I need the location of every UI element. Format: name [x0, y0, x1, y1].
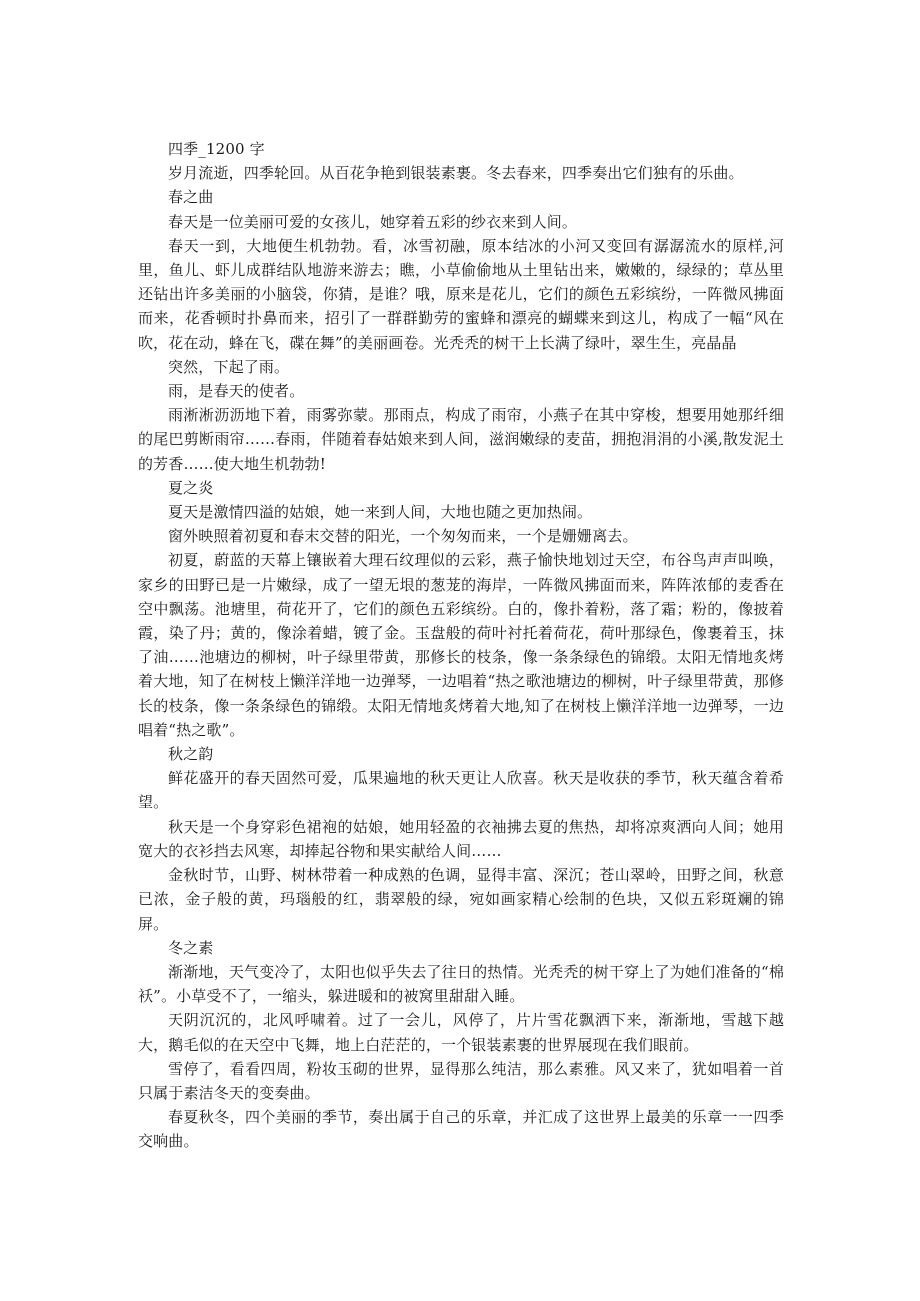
paragraph: 春天是一位美丽可爱的女孩儿，她穿着五彩的纱衣来到人间。 — [168, 212, 578, 231]
paragraph: 初夏，蔚蓝的天幕上镶嵌着大理石纹理似的云彩，燕子愉快地划过天空，布谷鸟声声叫唤，家乡的田野已是一片嫩绿，成了一望无垠的葱茏的海岸，一阵微风拂面而来，阵阵浓郁的麦香在空中飘荡。池塘里，荷花开了，它们的颜色五彩缤纷。白的，像扑着粉，落了霜；粉的，像披着霞，染了丹；黄的，像涂着蜡，镀了金。玉盘般的荷叶衬托着荷花，荷叶那绿色，像裹着玉，抹了油……池塘边的柳树，叶子绿里带黄，那修长的枝条，像一条条绿色的锦缎。太阳无情地炙烤着大地，知了在树枝上懒洋洋地一边弹琴，一边唱着“热之歌池塘边的柳树，叶子绿里带黄，那修长的枝条，像一条条绿色的锦缎。太阳无情地炙烤着大地,知了在树枝上懒洋洋地一边弹琴，一边唱着“热之歌”。 — [138, 551, 784, 739]
section-heading-autumn: 秋之韵 — [168, 745, 214, 764]
paragraph: 天阴沉沉的，北风呼啸着。过了一会儿，风停了，片片雪花飘洒下来，渐渐地，雪越下越大，鹅毛似的在天空中飞舞，地上白茫茫的，一个银装素裹的世界展现在我们眼前。 — [138, 1011, 784, 1054]
paragraph: 春天一到，大地便生机勃勃。看，冰雪初融，原本结冰的小河又变回有潺潺流水的原样,河里，鱼儿、虾儿成群结队地游来游去；瞧，小草偷偷地从土里钻出来，嫩嫩的，绿绿的；草丛里还钻出许多美丽的小脑袋，你猜，是谁？哦，原来是花儿，它们的颜色五彩缤纷，一阵微风拂面而来，花香顿时扑鼻而来，招引了一群群勤劳的蜜蜂和漂亮的蝴蝶来到这儿，构成了一幅“风在吹，花在动，蜂在飞，碟在舞”的美丽画卷。光秃秃的树干上长满了绿叶，翠生生，亮晶晶 — [138, 236, 784, 352]
paragraph: 鲜花盛开的春天固然可爱，瓜果遍地的秋天更让人欣喜。秋天是收获的季节，秋天蕴含着希望。 — [138, 769, 784, 812]
paragraph: 金秋时节，山野、树林带着一种成熟的色调，显得丰富、深沉；苍山翠岭，田野之间，秋意已浓，金子般的黄，玛瑙般的红，翡翠般的绿，宛如画家精心绘制的色块，又似五彩斑斓的锦屏。 — [138, 866, 784, 933]
section-heading-spring: 春之曲 — [168, 188, 214, 207]
document-body — [138, 137, 784, 1154]
document-title: 四季_1200 字 — [168, 140, 265, 158]
paragraph: 雨淅淅沥沥地下着，雨雾弥蒙。那雨点，构成了雨帘，小燕子在其中穿梭，想要用她那纤细的尾巴剪断雨帘……春雨，伴随着春姑娘来到人间，滋润嫩绿的麦苗，拥抱涓涓的小溪,散发泥土的芳香……使大地生机勃勃! — [138, 406, 784, 473]
paragraph: 秋天是一个身穿彩色裙袍的姑娘，她用轻盈的衣袖拂去夏的焦热，却将凉爽洒向人间；她用宽大的衣衫挡去风寒，却捧起谷物和果实献给人间…… — [138, 817, 784, 860]
paragraph: 渐渐地，天气变冷了，太阳也似乎失去了往日的热情。光秃秃的树干穿上了为她们准备的“棉袄”。小草受不了，一缩头，躲进暖和的被窝里甜甜入睡。 — [138, 962, 784, 1006]
paragraph: 夏天是激情四溢的姑娘，她一来到人间，大地也随之更加热闹。 — [168, 503, 593, 522]
paragraph-conclusion: 春夏秋冬，四个美丽的季节，奏出属于自己的乐章，并汇成了这世界上最美的乐章一一四季交响曲。 — [138, 1108, 784, 1151]
section-heading-summer: 夏之炎 — [168, 478, 214, 497]
paragraph: 窗外映照着初夏和春末交替的阳光，一个匆匆而来，一个是姗姗离去。 — [168, 527, 638, 546]
paragraph: 雪停了，看看四周，粉妆玉砌的世界，显得那么纯洁，那么素雅。风又来了，犹如唱着一首只属于素洁冬天的变奏曲。 — [138, 1059, 784, 1102]
section-heading-winter: 冬之素 — [168, 938, 214, 957]
paragraph-intro: 岁月流逝，四季轮回。从百花争艳到银装素裹。冬去春来，四季奏出它们独有的乐曲。 — [168, 164, 744, 183]
paragraph: 雨，是春天的使者。 — [168, 382, 305, 401]
paragraph: 突然，下起了雨。 — [168, 357, 290, 376]
